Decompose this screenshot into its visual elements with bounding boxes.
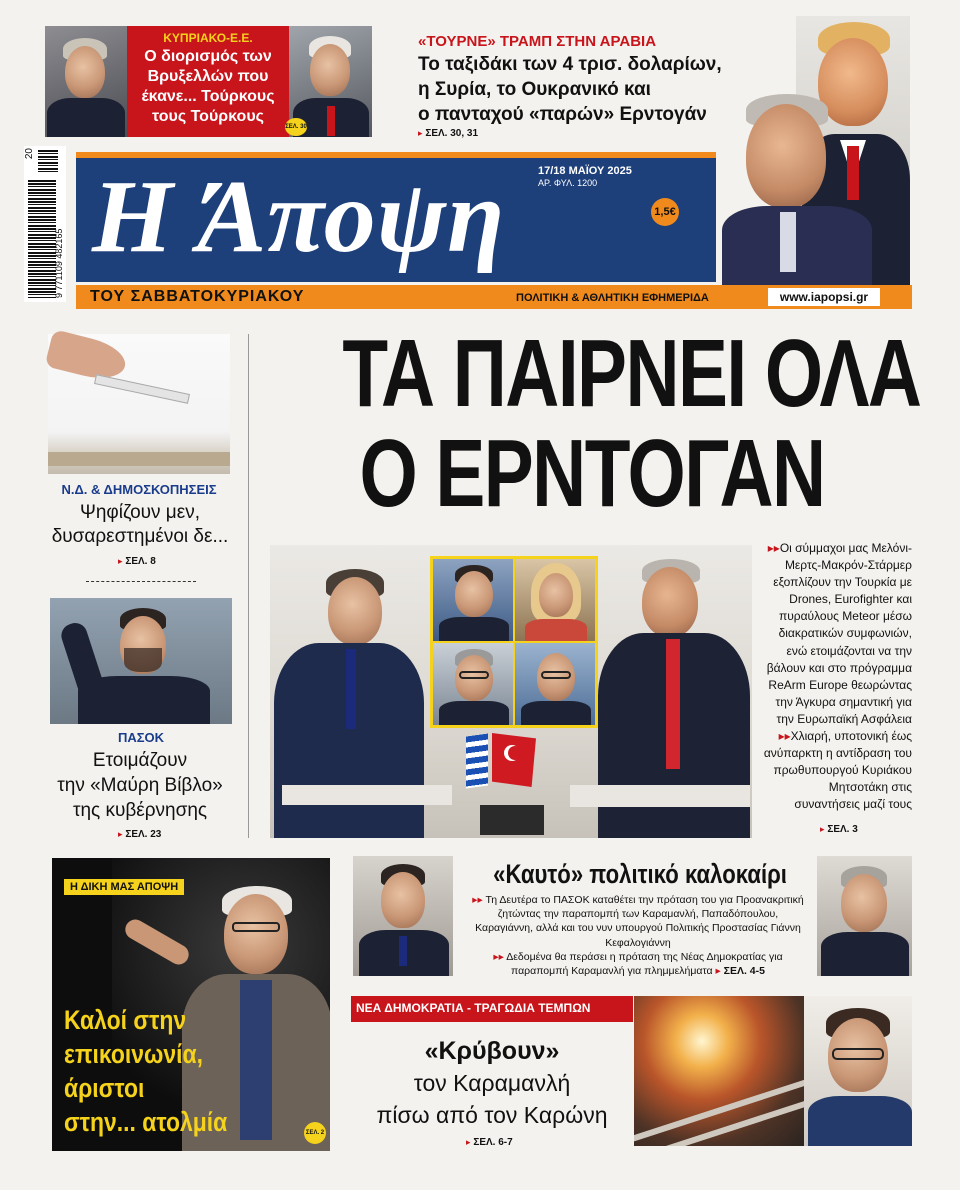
tempi-pages-text: ΣΕΛ. 6-7	[473, 1137, 513, 1148]
double-arrow-icon: ▸▸	[778, 729, 791, 744]
masthead-subtitle: ΤΟΥ ΣΑΒΒΑΤΟΚΥΡΙΑΚΟΥ	[90, 288, 305, 305]
opinion-kicker: Η ΔΙΚΗ ΜΑΣ ΑΠΟΨΗ	[64, 879, 184, 895]
barcode	[24, 146, 66, 302]
left-story2-line1[interactable]: Ετοιμάζουν	[92, 750, 188, 771]
main-story-pages-text: ΣΕΛ. 3	[827, 824, 858, 835]
tempi-line2[interactable]: τον Καραμανλή	[413, 1070, 571, 1096]
promo-headline-3: ο πανταχού «παρών» Ερντογάν	[418, 104, 707, 125]
promo-pages-text: ΣΕΛ. 30, 31	[425, 128, 479, 139]
left-story2-kicker: ΠΑΣΟΚ	[117, 730, 165, 745]
column-divider	[248, 334, 249, 838]
headline-line1[interactable]: ΤΑ ΠΑΙΡΝΕΙ ΟΛΑ	[342, 320, 921, 427]
tempi-line1[interactable]: «Κρύβουν»	[424, 1037, 560, 1065]
issue-number: ΑΡ. ΦΥΛ. 1200	[538, 178, 598, 188]
summer-para1: Τη Δευτέρα το ΠΑΣΟΚ καταθέτει την πρόταση του για Προανακριτική ζητώντας την παραπομπή των Καραμανλή, Παπαδόπουλου, Καραγιάννη, αλλά και του νυν υπουργού Πολιτικής Προστασίας Γιάννη Κεφαλογιάννη	[475, 894, 804, 949]
train-crash-photo	[634, 996, 804, 1146]
left-story1-pages-text: ΣΕΛ. 8	[125, 556, 156, 567]
promo-headline-1: Το ταξιδάκι των 4 τρισ. δολαρίων,	[418, 54, 722, 75]
masthead-title: Η Άποψη	[92, 159, 506, 274]
greek-flag	[466, 733, 488, 788]
promo-photo-left	[45, 26, 127, 137]
double-arrow-icon: ▸▸	[472, 894, 483, 906]
main-story-pages	[820, 824, 858, 835]
karamanlis-photo	[817, 856, 912, 976]
promo-kicker: «ΤΟΥΡΝΕ» ΤΡΑΜΠ ΣΤΗΝ ΑΡΑΒΙΑ	[418, 33, 657, 50]
issue-date: 17/18 ΜΑΪΟΥ 2025	[538, 165, 632, 177]
triangle-icon: ▸	[715, 965, 721, 978]
promo-page-badge: ΣΕΛ. 30	[285, 118, 307, 136]
tempi-line3[interactable]: πίσω από τον Καρώνη	[376, 1102, 608, 1128]
triangle-icon: ▸	[118, 556, 123, 566]
summer-headline[interactable]: «Καυτό» πολιτικό καλοκαίρι	[493, 859, 787, 889]
triangle-icon: ▸	[418, 128, 423, 138]
barcode-number: 9 771109 482165	[54, 228, 64, 298]
meloni-photo	[515, 559, 595, 641]
opinion-page-badge: ΣΕΛ. 2	[304, 1122, 326, 1144]
starmer-photo	[433, 643, 513, 725]
summer-para2: Δεδομένα θα περάσει η πρόταση της Νέας Δημοκρατίας για παραπομπή Καραμανλή για πλημμελήματα	[506, 950, 783, 978]
promo-red-box	[127, 26, 289, 137]
promo-line-3: έκανε... Τούρκους	[141, 88, 275, 105]
opinion-line2: επικοινωνία,	[64, 1039, 204, 1069]
triangle-icon: ▸	[466, 1137, 471, 1147]
dashed-divider	[86, 581, 196, 582]
main-story-para1: Οι σύμμαχοι μας Μελόνι-Μερτς-Μακρόν-Στάρμερ εξοπλίζουν την Τουρκία με Drones, Eurofighter και πυραύλους Meteor μέσω διακρατικών συμφωνιών, ενώ ετοιμάζονται να την βάλουν και στο πρόγραμμα ReArm Europe θεωρώντας την Άγκυρα σημαντική για την Ευρωπαϊκή Ασφάλεια	[766, 541, 912, 726]
left-story2-line2[interactable]: την «Μαύρη Βίβλο»	[57, 775, 223, 796]
double-arrow-icon: ▸▸	[767, 541, 780, 555]
headline-line2[interactable]: Ο ΕΡΝΤΟΓΑΝ	[359, 420, 825, 527]
promo-line-1: Ο διορισμός των	[144, 48, 272, 65]
left-story1-line1[interactable]: Ψηφίζουν μεν,	[79, 502, 201, 523]
left-story2-pages-text: ΣΕΛ. 23	[125, 829, 162, 840]
price-badge: 1,5€	[651, 198, 679, 226]
tempi-kicker: ΝΕΑ ΔΗΜΟΚΡΑΤΙΑ - ΤΡΑΓΩΔΙΑ ΤΕΜΠΩΝ	[356, 1001, 591, 1015]
promo-line-2: Βρυξελλών που	[147, 68, 269, 85]
opinion-line4: στην... ατολμία	[64, 1107, 228, 1137]
main-story-para2: Χλιαρή, υποτονική έως ανύπαρκτη η αντίδραση του πρωθυπουργού Κυριάκου Μητσοτάκη στις συναντήσεις μαζί τους	[763, 729, 912, 812]
triangle-icon: ▸	[118, 829, 123, 839]
macron-photo	[433, 559, 513, 641]
merz-photo	[515, 643, 595, 725]
barcode-issue: 20	[24, 148, 35, 160]
opinion-box[interactable]	[52, 858, 330, 1151]
promo-pages	[418, 128, 478, 139]
summer-story-text[interactable]	[470, 893, 806, 978]
erdogan-photo	[710, 88, 880, 286]
tempi-pages	[466, 1137, 513, 1148]
promo-kicker: ΚΥΠΡΙΑΚΟ-Ε.Ε.	[163, 31, 253, 45]
left-story1-line2[interactable]: δυσαρεστημένοι δε...	[51, 526, 229, 547]
ballot-photo	[48, 334, 230, 474]
androulakis-photo	[50, 598, 232, 724]
main-story-text[interactable]	[762, 540, 912, 814]
double-arrow-icon: ▸▸	[493, 950, 504, 963]
left-story2-pages	[118, 829, 161, 840]
top-left-promo[interactable]	[45, 26, 372, 137]
leaders-inset	[430, 556, 598, 728]
left-story2-line3[interactable]: της κυβέρνησης	[72, 800, 208, 821]
summer-pages: ΣΕΛ. 4-5	[723, 965, 765, 978]
opinion-line3: άριστοι	[64, 1073, 145, 1103]
masthead-tagline: ΠΟΛΙΤΙΚΗ & ΑΘΛΗΤΙΚΗ ΕΦΗΜΕΡΙΔΑ	[516, 292, 709, 304]
opinion-line1: Καλοί στην	[64, 1005, 187, 1035]
triangle-icon: ▸	[820, 824, 825, 834]
promo-headline-2: η Συρία, το Ουκρανικό και	[418, 79, 651, 100]
website-link[interactable]: www.iapopsi.gr	[768, 288, 880, 306]
karonis-photo	[804, 996, 912, 1146]
kefalogiannis-photo	[353, 856, 453, 976]
promo-line-4: τους Τούρκους	[152, 108, 264, 125]
left-story1-pages	[118, 556, 156, 567]
left-story1-kicker: Ν.Δ. & ΔΗΜΟΣΚΟΠΗΣΕΙΣ	[61, 482, 217, 497]
